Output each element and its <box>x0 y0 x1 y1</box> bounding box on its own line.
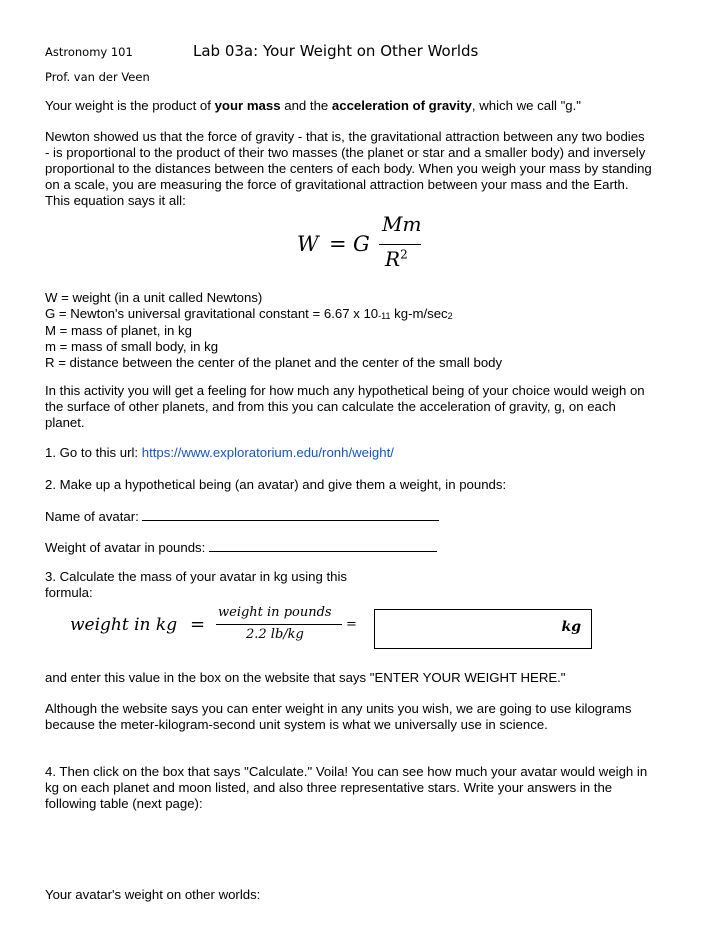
intro-paragraph-1 <box>45 98 581 114</box>
definition-g: G = Newton's universal gravitational constant = 6.67 x 10-11 kg-m/sec2 <box>45 306 453 321</box>
intro-bold-mass: your mass <box>214 98 281 113</box>
intro-line: - is proportional to the product of their two masses (the planet or star and a smaller body) and inversely <box>45 145 646 160</box>
step-2: 2. Make up a hypothetical being (an avatar) and give them a weight, in pounds: <box>45 477 507 492</box>
activity-line: planet. <box>45 415 85 430</box>
kg-formula <box>70 603 370 649</box>
weight-site-link[interactable]: https://www.exploratorium.edu/ronh/weight/ <box>141 445 394 460</box>
definition-w: W = weight (in a unit called Newtons) <box>45 290 263 305</box>
intro-line: on a scale, you are measuring the force of gravitational attraction between your mass and the Earth. <box>45 177 629 192</box>
avatar-weight-field[interactable] <box>209 539 437 552</box>
intro-text-a: Your weight is the product of <box>45 98 215 113</box>
step-3-line: 3. Calculate the mass of your avatar in kg using this <box>45 569 347 584</box>
step-1-text: 1. Go to this url: <box>45 445 142 460</box>
intro-line: proportional to the distances between the centers of each body. When you weigh your mass by standing <box>45 161 652 176</box>
definition-R: R = distance between the center of the planet and the center of the small body <box>45 355 503 370</box>
gravity-equation <box>297 212 427 274</box>
kg-fraction-bar <box>216 624 342 625</box>
avatar-weight-label: Weight of avatar in pounds: <box>45 540 209 555</box>
equation-numerator: Mm <box>382 212 422 236</box>
step-4-line: kg on each planet and moon listed, and also three representative stars. Write your answers in the <box>45 780 613 795</box>
equation-equals: = <box>329 232 347 256</box>
activity-line: In this activity you will get a feeling for how much any hypothetical being of your choice would weigh on <box>45 383 645 398</box>
step-4 <box>45 764 647 812</box>
step-4-line: following table (next page): <box>45 796 203 811</box>
intro-text-e: , which we call "g." <box>471 98 581 113</box>
activity-paragraph <box>45 383 645 431</box>
kg-formula-numerator: weight in pounds <box>218 605 332 620</box>
definition-m: m = mass of small body, in kg <box>45 339 219 354</box>
step-3-line: formula: <box>45 585 93 600</box>
kg-answer-box[interactable] <box>374 609 592 649</box>
weights-table-heading: Your avatar's weight on other worlds: <box>45 887 261 902</box>
definition-M: M = mass of planet, in kg <box>45 323 192 338</box>
equation-lhs: W <box>297 232 319 256</box>
avatar-name-row <box>45 508 439 525</box>
kg-formula-denominator: 2.2 lb/kg <box>246 627 304 642</box>
definitions-list <box>45 290 502 371</box>
kg-unit-label: kg <box>561 619 581 635</box>
equation-g: G <box>353 232 370 256</box>
instructor-name: Prof. van der Veen <box>45 70 150 84</box>
avatar-name-field[interactable] <box>142 508 439 521</box>
equation-denominator: $R^2$ <box>385 247 408 271</box>
intro-bold-gravity: acceleration of gravity <box>331 98 472 113</box>
intro-text-c: and the <box>280 98 332 113</box>
units-note-line: Although the website says you can enter weight in any units you wish, we are going to use kilograms <box>45 701 632 716</box>
activity-line: the surface of other planets, and from this you can calculate the acceleration of gravity, g, on each <box>45 399 616 414</box>
intro-line: This equation says it all: <box>45 193 186 208</box>
intro-paragraph-2 <box>45 129 652 209</box>
kg-formula-equals-2: = <box>346 617 357 632</box>
units-note-line: because the meter-kilogram-second unit system is what we universally use in science. <box>45 717 548 732</box>
step-3-after: and enter this value in the box on the website that says "ENTER YOUR WEIGHT HERE." <box>45 670 566 685</box>
kg-formula-lhs: weight in kg <box>70 615 178 635</box>
lab-title: Lab 03a: Your Weight on Other Worlds <box>193 42 479 60</box>
kg-formula-equals: = <box>190 614 206 635</box>
step-4-line: 4. Then click on the box that says "Calculate." Voila! You can see how much your avatar would weigh in <box>45 764 648 779</box>
step-1 <box>45 445 394 461</box>
fraction-bar <box>379 244 421 245</box>
course-name: Astronomy 101 <box>45 45 133 59</box>
avatar-name-label: Name of avatar: <box>45 509 143 524</box>
units-note <box>45 701 631 733</box>
intro-line: Newton showed us that the force of gravity - that is, the gravitational attraction between any two bodies <box>45 129 645 144</box>
step-3 <box>45 569 347 601</box>
avatar-weight-row <box>45 539 437 556</box>
